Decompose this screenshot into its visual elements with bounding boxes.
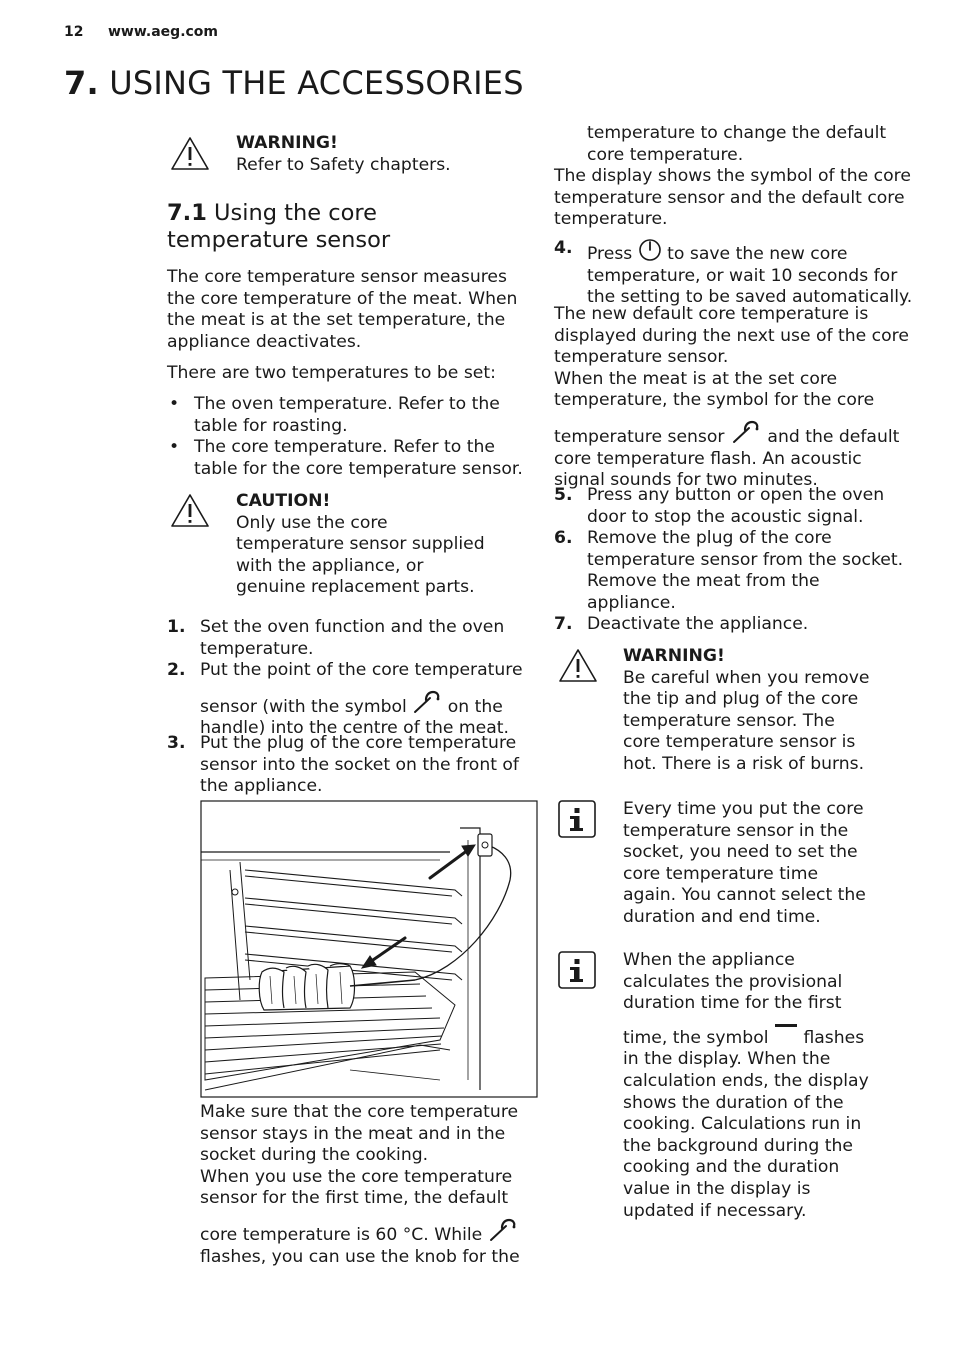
step-text: Press [587,244,633,264]
info-line: value in the display is [623,1178,811,1199]
step-text: Remove the meat from the [587,571,820,592]
step-number: 1. [167,617,186,637]
warning-triangle-icon [558,648,598,684]
bullet-text: The oven temperature. Refer to the [194,394,500,414]
paragraph-line: When you use the core temperature [200,1166,513,1187]
info-line: cooking and the duration [623,1157,840,1178]
step-text: temperature sensor from the socket. [587,549,904,570]
step-text: temperature. [200,638,314,659]
step-6 [554,528,914,614]
core-temperature-sensor-icon [488,1218,518,1242]
warning-triangle-icon [170,136,210,172]
steps-list-left [167,617,537,797]
info-note-2 [623,950,869,1222]
core-temperature-sensor-icon [412,690,442,714]
step-number: 2. [167,660,186,680]
paragraph-line: sensor stays in the meat and in the [200,1123,506,1144]
clock-icon [638,238,662,262]
section-heading [167,200,390,254]
warning-title: WARNING! [236,133,338,153]
info-line: calculation ends, the display [623,1070,869,1091]
step-text: door to stop the acoustic signal. [587,506,864,527]
bullet-text: table for the core temperature sensor. [194,458,523,479]
paragraph-line: core temperature is 60 °C. While [200,1224,483,1245]
info-line: socket, you need to set the [623,842,858,863]
step-text: the appliance. [200,776,323,797]
step-5 [554,485,914,528]
step-text: appliance. [587,592,676,613]
warning-line: core temperature sensor is [623,732,856,753]
step-1 [167,617,537,660]
page-number: 12 [64,24,84,40]
section-title-line1: Using the core [214,200,377,226]
info-line: core temperature time [623,863,819,884]
paragraph-line: and the default [767,426,900,447]
section-title-line2: temperature sensor [167,227,391,253]
paragraph-line: temperature sensor [554,426,725,447]
paragraph-line: The new default core temperature is [554,304,869,324]
info-line: shows the duration of the [623,1092,844,1113]
intro-paragraph [167,267,517,353]
paragraph-line: temperature to change the default [587,123,887,143]
caution-block [236,491,485,599]
step-text: Press any button or open the oven [587,485,885,505]
info-icon [558,951,596,989]
core-temperature-sensor-icon [730,420,762,444]
warning-line: the tip and plug of the core [623,689,859,710]
info-line: flashes [803,1027,865,1048]
oven-probe-illustration [200,800,538,1098]
dash-symbol-icon [774,1023,798,1037]
step-number: 7. [554,614,573,634]
step-text: on the [447,696,503,717]
website-url: www.aeg.com [108,24,219,40]
info-line: again. You cannot select the [623,885,866,906]
chapter-number: 7. [64,64,99,102]
paragraph-line: The display shows the symbol of the core [554,166,911,186]
step-3 [167,733,537,798]
paragraph-line: socket during the cooking. [200,1145,429,1166]
warning-title: WARNING! [623,646,725,666]
step-text: Set the oven function and the oven [200,617,505,637]
info-line: Every time you put the core [623,799,864,819]
info-note-1 [623,799,866,929]
info-line: the background during the [623,1135,853,1156]
step-text: the setting to be saved automatically. [587,287,913,308]
step-2 [167,660,537,740]
bullet-dot: • [169,394,180,414]
step-number: 3. [167,733,186,753]
bullet-dot: • [169,437,180,458]
step-text: Put the plug of the core temperature [200,733,517,753]
warning-line: hot. There is a risk of burns. [623,753,865,774]
step-3-continuation [587,123,886,166]
paragraph-line: temperature, the symbol for the core [554,390,875,411]
step-number: 5. [554,485,573,505]
warning-text: Refer to Safety chapters. [236,154,451,175]
chapter-title-text: USING THE ACCESSORIES [109,64,524,102]
step-text: temperature, or wait 10 seconds for [587,265,898,286]
caution-triangle-icon [170,493,210,529]
paragraph-line: core temperature flash. An acoustic [554,448,862,469]
list-item [167,394,537,437]
caution-line: genuine replacement parts. [236,577,475,598]
paragraph-line: Make sure that the core temperature [200,1102,519,1122]
step-text: to save the new core [667,244,848,264]
info-line: temperature sensor in the [623,820,849,841]
info-line: duration and end time. [623,906,821,927]
info-line: When the appliance [623,950,795,970]
list-item [167,437,537,480]
info-line: time, the symbol [623,1027,769,1048]
warning-line: Be careful when you remove [623,667,870,688]
info-line: in the display. When the [623,1049,831,1070]
step-text: sensor (with the symbol [200,696,407,717]
step-4 [554,238,914,309]
probe-usage-paragraph [200,1102,520,1268]
paragraph-line: signal sounds for two minutes. [554,470,818,491]
paragraph-line: flashes, you can use the knob for the [200,1246,520,1267]
step-number: 6. [554,528,573,548]
step-text: Deactivate the appliance. [587,614,809,634]
intro-line: the meat is at the set temperature, the [167,310,506,331]
step-text: sensor into the socket on the front of [200,754,519,775]
warning-burns-block [623,646,869,776]
caution-line: Only use the core [236,512,388,533]
paragraph-line: displayed during the next use of the core [554,325,909,346]
caution-line: with the appliance, or [236,555,424,576]
info-line: calculates the provisional [623,971,843,992]
paragraph-line: core temperature. [587,144,744,165]
info-line: duration time for the first [623,993,842,1014]
info-line: cooking. Calculations run in [623,1114,862,1135]
display-paragraph [554,166,911,231]
bullet-list [167,394,537,480]
intro-line: The core temperature sensor measures [167,267,507,287]
paragraph-line: temperature sensor. [554,347,729,368]
step-text: Put the point of the core temperature [200,660,523,680]
bullet-text: table for roasting. [194,415,348,436]
caution-line: temperature sensor supplied [236,534,485,555]
two-temperatures-text: There are two temperatures to be set: [167,363,496,383]
step-7 [554,614,914,636]
info-icon [558,800,596,838]
bullet-text: The core temperature. Refer to the [194,437,495,458]
steps-list-right [554,485,914,635]
section-number: 7.1 [167,200,207,226]
chapter-title [64,64,524,102]
step-text: handle) into the centre of the meat. [200,718,509,739]
warning-block [236,133,451,176]
caution-title: CAUTION! [236,491,331,511]
step-number: 4. [554,238,573,258]
warning-line: temperature sensor. The [623,710,835,731]
intro-line: appliance deactivates. [167,331,362,352]
paragraph-line: temperature sensor and the default core [554,187,905,208]
paragraph-line: sensor for the first time, the default [200,1188,509,1209]
intro-line: the core temperature of the meat. When [167,288,518,309]
step-text: Remove the plug of the core [587,528,832,548]
paragraph-line: temperature. [554,209,668,230]
paragraph-line: When the meat is at the set core [554,368,838,389]
after-step-4-paragraph [554,304,909,492]
info-line: updated if necessary. [623,1200,807,1221]
